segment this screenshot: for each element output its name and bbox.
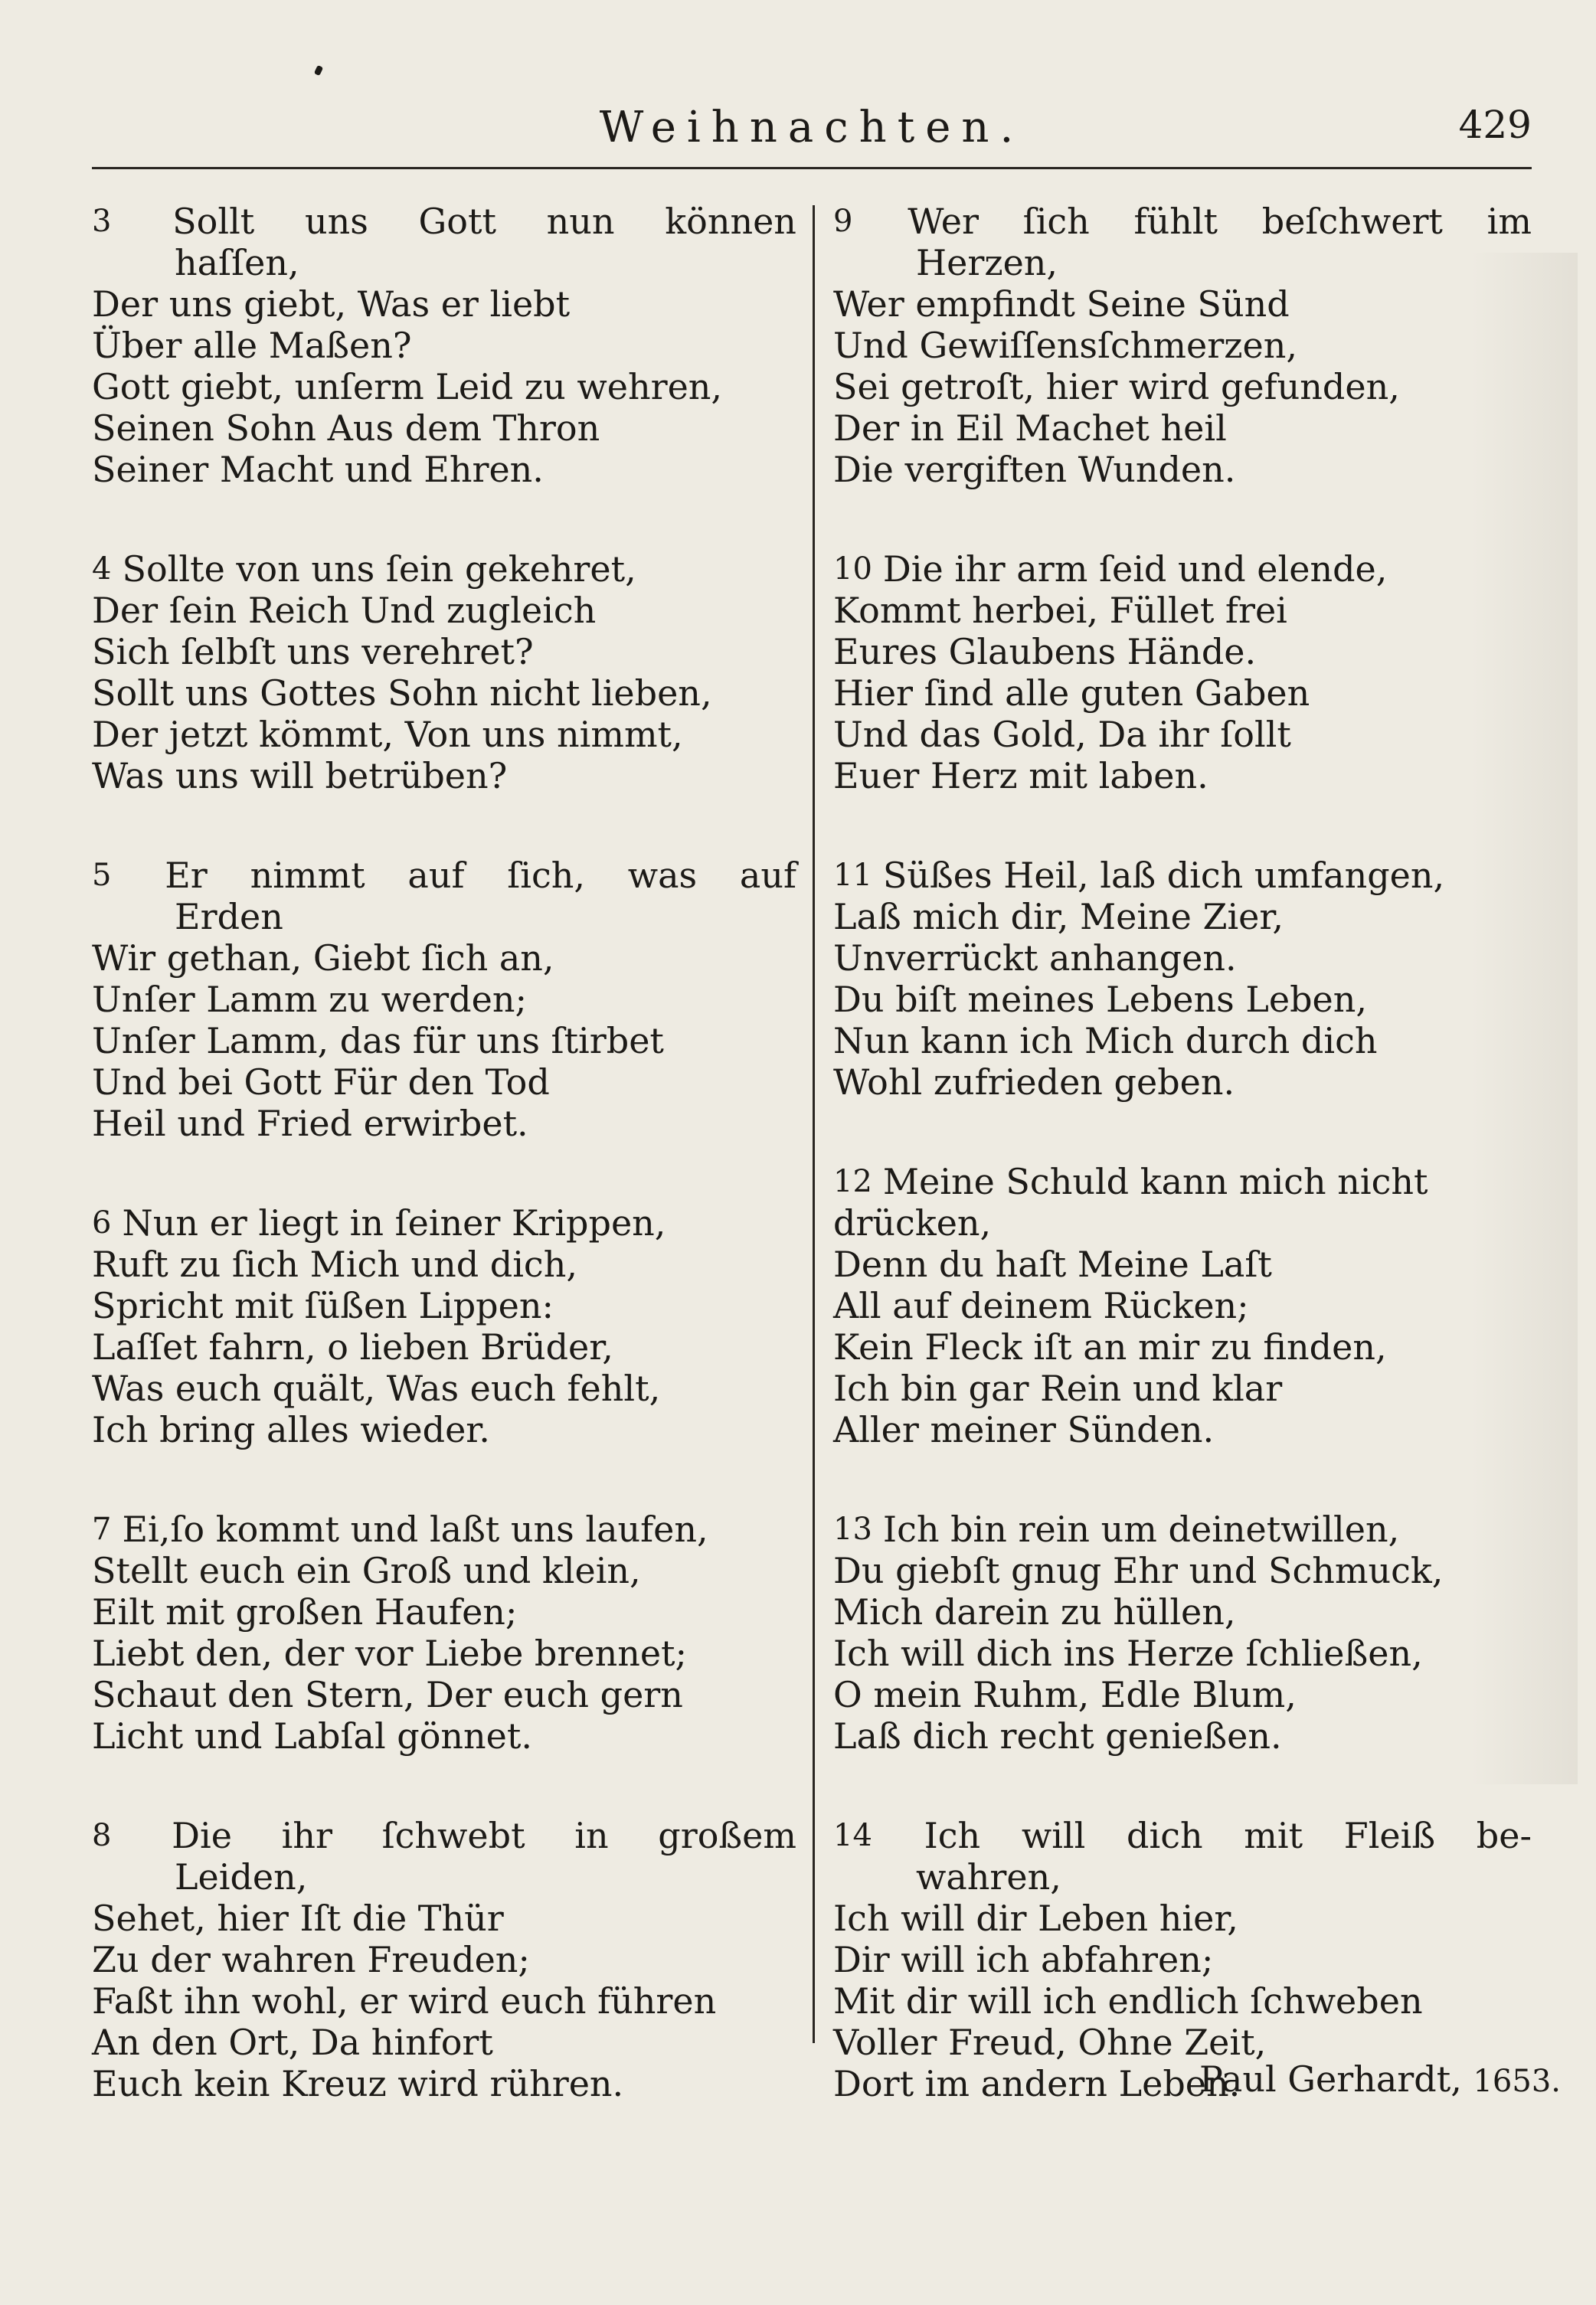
verse-word: be- <box>1476 1815 1532 1856</box>
verse-line: Die vergiften Wunden. <box>833 449 1236 490</box>
verse-line: Kommt herbei, Füllet frei <box>833 590 1287 631</box>
verse-line: Und Gewiſſensſchmerzen, <box>833 325 1297 366</box>
verse-line: Sehet, hier Iſt die Thür <box>92 1898 504 1939</box>
verse-first-line <box>833 548 1532 590</box>
verse-line: Eures Glaubens Hände. <box>833 631 1257 672</box>
verse-word: beſchwert <box>1261 201 1443 242</box>
hymn-attribution <box>1199 2058 1561 2102</box>
verse-line: Licht und Labſal gönnet. <box>92 1715 532 1757</box>
verse-line: haſſen, <box>175 242 299 283</box>
hymn-verse <box>92 1815 796 2104</box>
verse-first-line <box>833 1509 1532 1550</box>
verse-line: Hier ſind alle guten Gaben <box>833 672 1310 714</box>
verse-line: Wir gethan, Giebt ſich an, <box>92 937 554 979</box>
verse-line: Kein Fleck iſt an mir zu finden, <box>833 1326 1387 1368</box>
verse-line: Der in Eil Machet heil <box>833 407 1227 449</box>
verse-first-line <box>833 1161 1532 1202</box>
verse-number: 9 <box>833 204 853 239</box>
verse-line: wahren, <box>916 1856 1061 1898</box>
verse-word: Die <box>172 1815 232 1856</box>
verse-word: will <box>1021 1815 1086 1856</box>
verse-line: Über alle Maßen? <box>92 325 412 366</box>
hymn-verse <box>833 855 1532 1103</box>
verse-first-line <box>92 855 796 896</box>
verse-word: Sollte von uns ſein gekehret, <box>122 548 636 590</box>
verse-line: Stellt euch ein Groß und klein, <box>92 1550 641 1591</box>
verse-first-line <box>92 1509 796 1550</box>
hymn-verse <box>833 1161 1532 1450</box>
verse-line: Seinen Sohn Aus dem Thron <box>92 407 600 449</box>
verse-line: Seiner Macht und Ehren. <box>92 449 544 490</box>
verse-line: Dort im andern Leben. <box>833 2063 1241 2104</box>
verse-word: im <box>1486 201 1532 242</box>
page-number: 429 <box>1458 103 1532 147</box>
verse-word: Er <box>165 855 208 896</box>
verse-first-line <box>92 1202 796 1244</box>
hymn-verse <box>833 1509 1532 1757</box>
hymn-verse <box>92 1202 796 1450</box>
verse-first-line <box>833 855 1532 896</box>
verse-line: Unſer Lamm zu werden; <box>92 979 527 1020</box>
hymn-verse <box>92 201 796 490</box>
verse-word: Sollt <box>172 201 255 242</box>
verse-line: Leiden, <box>175 1856 308 1898</box>
verse-word: nimmt <box>250 855 365 896</box>
verse-line: Ich will dir Leben hier, <box>833 1898 1238 1939</box>
verse-first-line <box>833 1815 1532 1856</box>
verse-line: Spricht mit ſüßen Lippen: <box>92 1285 554 1326</box>
verse-word: Fleiß <box>1343 1815 1436 1856</box>
verse-word: ſich <box>1022 201 1090 242</box>
verse-number: 10 <box>833 551 872 587</box>
verse-number: 3 <box>92 204 112 239</box>
verse-line: Erden <box>175 896 283 937</box>
verse-line: Sei getroſt, hier wird gefunden, <box>833 366 1400 407</box>
verse-line: Was uns will betrüben? <box>92 755 508 796</box>
verse-line: Nun kann ich Mich durch dich <box>833 1020 1378 1061</box>
left-column <box>92 201 796 2163</box>
verse-first-line <box>92 1815 796 1856</box>
verse-line: Liebt den, der vor Liebe brennet; <box>92 1633 688 1674</box>
verse-word: Süßes Heil, laß dich umfangen, <box>882 855 1445 896</box>
verse-line: Wohl zufrieden geben. <box>833 1061 1235 1103</box>
verse-word: Gott <box>418 201 496 242</box>
column-divider <box>813 205 815 2043</box>
header-rule <box>92 167 1532 169</box>
verse-line: Schaut den Stern, Der euch gern <box>92 1674 683 1715</box>
verse-word: dich <box>1127 1815 1203 1856</box>
verse-first-line <box>92 548 796 590</box>
verse-line: Laß dich recht genießen. <box>833 1715 1282 1757</box>
verse-word: Die ihr arm ſeid und elende, <box>882 548 1388 590</box>
verse-line: Dir will ich abfahren; <box>833 1939 1214 1980</box>
verse-line: Der ſein Reich Und zugleich <box>92 590 597 631</box>
hymn-verse <box>92 855 796 1144</box>
verse-word: ſich, <box>507 855 585 896</box>
verse-word: Wer <box>908 201 979 242</box>
verse-word: können <box>665 201 796 242</box>
verse-line: Gott giebt, unſerm Leid zu wehren, <box>92 366 723 407</box>
verse-line: Mich darein zu hüllen, <box>833 1591 1236 1633</box>
verse-number: 6 <box>92 1205 112 1241</box>
verse-line: An den Ort, Da hinfort <box>92 2022 493 2063</box>
verse-line: Euer Herz mit laben. <box>833 755 1208 796</box>
verse-line: Ich bring alles wieder. <box>92 1409 490 1450</box>
section-title: Weihnachten. <box>599 103 1025 152</box>
verse-line: Herzen, <box>916 242 1058 283</box>
verse-word: fühlt <box>1133 201 1218 242</box>
verse-word: uns <box>304 201 368 242</box>
verse-word: nun <box>546 201 615 242</box>
verse-line: Und das Gold, Da ihr ſollt <box>833 714 1291 755</box>
verse-word: was <box>627 855 698 896</box>
verse-first-line <box>92 201 796 242</box>
verse-line: Euch kein Kreuz wird rühren. <box>92 2063 624 2104</box>
verse-word: auf <box>407 855 465 896</box>
verse-line: Wer empfindt Seine Sünd <box>833 283 1290 325</box>
verse-line: Aller meiner Sünden. <box>833 1409 1215 1450</box>
verse-word: in <box>574 1815 609 1856</box>
verse-line: Voller Freud, Ohne Zeit, <box>833 2022 1267 2063</box>
verse-line: Der uns giebt, Was er liebt <box>92 283 571 325</box>
verse-line: Faßt ihn wohl, er wird euch führen <box>92 1980 717 2022</box>
verse-line: Sich ſelbſt uns verehret? <box>92 631 534 672</box>
verse-line: Laß mich dir, Meine Zier, <box>833 896 1284 937</box>
verse-word: Meine Schuld kann mich nicht <box>882 1161 1428 1202</box>
verse-line: All auf deinem Rücken; <box>833 1285 1249 1326</box>
verse-number: 4 <box>92 551 112 587</box>
verse-line: Der jetzt kömmt, Von uns nimmt, <box>92 714 683 755</box>
verse-line: Unverrückt anhangen. <box>833 937 1237 979</box>
verse-line: Sollt uns Gottes Sohn nicht lieben, <box>92 672 712 714</box>
verse-first-line <box>833 201 1532 242</box>
verse-line: Was euch quält, Was euch fehlt, <box>92 1368 661 1409</box>
verse-word: ihr <box>281 1815 332 1856</box>
verse-line: Ich bin gar Rein und klar <box>833 1368 1283 1409</box>
verse-line: Eilt mit großen Haufen; <box>92 1591 518 1633</box>
verse-line: Und bei Gott Für den Tod <box>92 1061 550 1103</box>
verse-line: Unſer Lamm, das für uns ſtirbet <box>92 1020 664 1061</box>
verse-number: 11 <box>833 858 872 893</box>
hymn-verse <box>92 548 796 796</box>
verse-line: Ich will dich ins Herze ſchließen, <box>833 1633 1423 1674</box>
verse-number: 13 <box>833 1512 872 1547</box>
print-speck <box>314 65 323 76</box>
verse-line: Du biſt meines Lebens Leben, <box>833 979 1368 1020</box>
verse-word: auf <box>739 855 796 896</box>
verse-number: 7 <box>92 1512 112 1547</box>
verse-word: ſchwebt <box>381 1815 525 1856</box>
verse-number: 12 <box>833 1164 872 1199</box>
author-name: Paul Gerhardt, <box>1199 2058 1462 2100</box>
verse-line: drücken, <box>833 1202 992 1244</box>
verse-line: Denn du haſt Meine Laſt <box>833 1244 1272 1285</box>
verse-word: Ich bin rein um deinetwillen, <box>882 1509 1400 1550</box>
verse-line: O mein Ruhm, Edle Blum, <box>833 1674 1297 1715</box>
hymn-verse <box>833 548 1532 796</box>
author-year: 1653. <box>1473 2064 1561 2099</box>
verse-line: Laſſet fahrn, o lieben Brüder, <box>92 1326 613 1368</box>
page-header <box>92 92 1532 153</box>
verse-number: 8 <box>92 1818 112 1853</box>
verse-word: Ich <box>924 1815 981 1856</box>
verse-word: Nun er liegt in ſeiner Krippen, <box>122 1202 666 1244</box>
verse-number: 5 <box>92 858 112 893</box>
verse-line: Zu der wahren Freuden; <box>92 1939 530 1980</box>
verse-line: Heil und Fried erwirbet. <box>92 1103 528 1144</box>
hymn-verse <box>92 1509 796 1757</box>
verse-line: Du giebſt gnug Ehr und Schmuck, <box>833 1550 1444 1591</box>
verse-word: Ei,ſo kommt und laßt uns laufen, <box>122 1509 708 1550</box>
verse-line: Mit dir will ich endlich ſchweben <box>833 1980 1423 2022</box>
verse-number: 14 <box>833 1818 872 1853</box>
verse-line: Ruft zu ſich Mich und dich, <box>92 1244 577 1285</box>
verse-word: großem <box>658 1815 796 1856</box>
verse-word: mit <box>1244 1815 1303 1856</box>
hymn-verse <box>833 201 1532 490</box>
right-column <box>833 201 1532 2163</box>
